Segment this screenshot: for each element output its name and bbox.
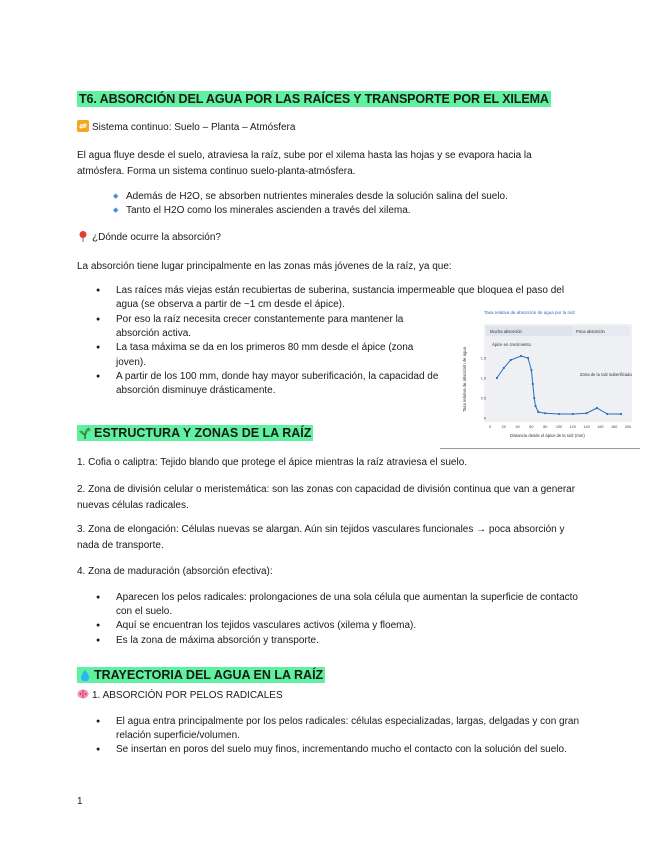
list-item: ● La tasa máxima se da en los primeros 80 mm desde el ápice (zona joven). [116,341,442,369]
brain-icon [77,688,89,700]
absorption-chart-svg [440,302,640,448]
data-point [510,359,512,361]
y-axis-label: Tasa relativa de absorción de agua [462,347,467,412]
list-item: ● Es la zona de máxima absorción y transporte. [116,634,582,648]
legend-entry: Mucha absorción [490,329,522,334]
list-item: ● Aquí se encuentran los tejidos vasculares activos (xilema y floema). [116,619,582,633]
maturation-bullets [116,591,582,648]
x-tick-label: 120 [569,425,576,429]
data-point [530,369,532,371]
list-item: ◆ Además de H2O, se absorben nutrientes minerales desde la solución salina del suelo. [126,190,586,204]
trajectory-bullets [116,715,582,758]
list-item: ◆ Tanto el H2O como los minerales ascienden a través del xilema. [126,204,586,218]
intro-heading: Sistema continuo: Suelo – Planta – Atmósfera [92,122,296,133]
data-point [596,407,598,409]
data-point [606,413,608,415]
data-point [586,412,588,414]
where-heading: ¿Dónde ocurre la absorción? [92,232,221,243]
list-item: ● A partir de los 100 mm, donde hay mayor suberificación, la capacidad de absorción disminuye drásticamente. [116,370,442,398]
chart-title: Tasa relativa de absorción de agua por la raíz [484,310,576,315]
x-tick-label: 60 [529,425,534,429]
list-item: ● Se insertan en poros del suelo muy finos, incrementando mucho el contacto con la solución del suelo. [116,743,582,757]
data-point [533,397,535,399]
x-tick-label: 80 [543,425,548,429]
trajectory-heading-text: TRAYECTORIA DEL AGUA EN LA RAÍZ [94,668,324,682]
data-point [558,413,560,415]
page-number: 1 [77,796,83,807]
intro-bullets [126,190,586,218]
trajectory-subheading: 1. ABSORCIÓN POR PELOS RADICALES [92,690,283,701]
list-item: ● Aparecen los pelos radicales: prolongaciones de una sola célula que aumentan la superficie de contacto con el suelo. [116,591,582,619]
x-tick-label: 20 [501,425,506,429]
x-tick-label: 0 [488,425,492,429]
x-tick-label: 180 [611,425,618,429]
y-tick-label: 1.5 [480,356,486,361]
zone-item: 4. Zona de maduración (absorción efectiva): [77,566,273,577]
list-item: ● Las raíces más viejas están recubiertas de suberina, sustancia impermeable que bloquea el paso del agua (se observa a partir de ~1 cm desde el ápice). [116,284,582,312]
x-tick-label: 40 [515,425,520,429]
intro-heading-row [77,120,295,136]
list-item: ● El agua entra principalmente por los pelos radicales: células especializadas, largas, delgadas y con gran relación superficie/volumen. [116,715,582,743]
structure-heading [77,425,313,442]
data-point [527,357,529,359]
herb-icon [79,427,91,439]
where-bullets-rest [116,313,442,398]
page-title: T6. ABSORCIÓN DEL AGUA POR LAS RAÍCES Y TRANSPORTE POR EL XILEMA [79,92,549,106]
data-point [534,405,536,407]
data-point [620,413,622,415]
x-tick-label: 160 [597,425,604,429]
x-tick-label: 140 [583,425,590,429]
y-tick-label: 0 [483,416,486,421]
annotation: Zona de la raíz suberificada [580,372,632,377]
data-point [572,413,574,415]
absorption-chart [440,302,640,449]
repeat-icon [77,120,89,132]
list-item: ● Por eso la raíz necesita crecer constantemente para mantener la absorción activa. [116,313,442,341]
x-ticks [489,425,631,429]
zone-item: 3. Zona de elongación: Células nuevas se alargan. Aún sin tejidos vasculares funcionales → poca absorción y nada de transporte. [77,524,565,551]
x-tick-label: 100 [555,425,563,429]
data-point [544,412,546,414]
trajectory-heading [77,667,325,684]
where-paragraph: La absorción tiene lugar principalmente en las zonas más jóvenes de la raíz, ya que: [77,261,452,272]
x-tick-label: 200 [624,425,632,429]
annotation: Ápice en crecimiento [492,342,531,347]
zone-item: 1. Cofia o caliptra: Tejido blando que protege el ápice mientras la raíz atraviesa el suelo. [77,457,468,468]
pin-icon [77,230,89,242]
data-point [532,383,534,385]
data-point [503,367,505,369]
structure-heading-text: ESTRUCTURA Y ZONAS DE LA RAÍZ [94,426,312,440]
x-axis-label: Distancia desde el ápice de la raíz (mm) [510,433,585,438]
y-tick-label: 1.0 [480,376,486,381]
intro-paragraph: El agua fluye desde el suelo, atraviesa la raíz, sube por el xilema hasta las hojas y se evapora hacia la atmósfera. Forma un sistema continuo suelo-planta-atmósfera. [77,150,532,177]
y-tick-label: 0.5 [480,396,486,401]
data-point [537,411,539,413]
trajectory-sub-row [77,688,283,704]
where-heading-row [77,230,221,246]
data-point [496,377,498,379]
zone-item: 2. Zona de división celular o meristemática: son las zonas con capacidad de división continua que van a generar nuevas células radicales. [77,484,576,511]
droplet-icon [79,669,91,681]
data-point [520,355,522,357]
legend-entry: Poca absorción [576,329,605,334]
